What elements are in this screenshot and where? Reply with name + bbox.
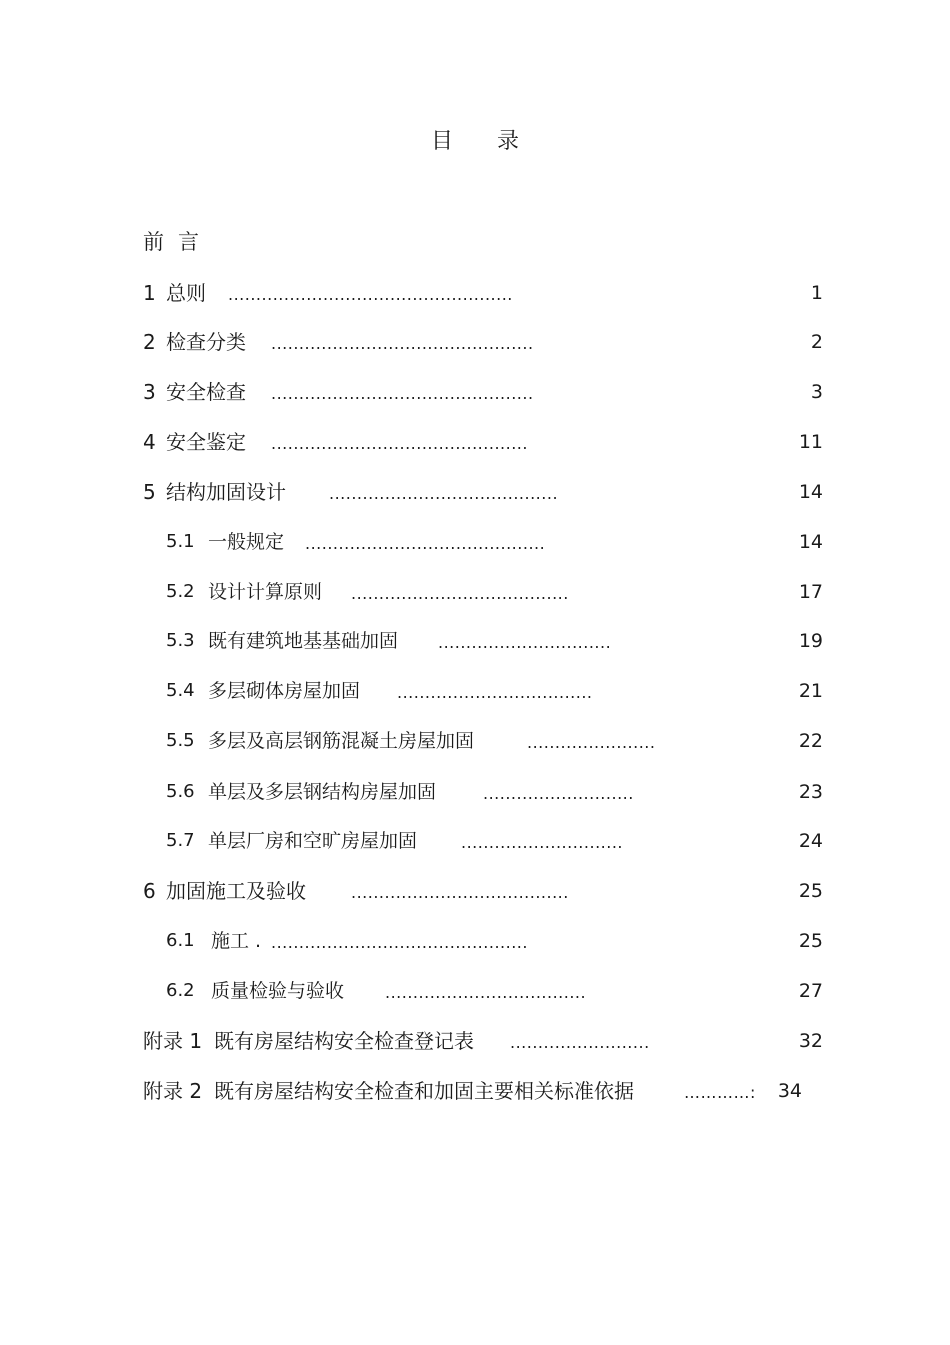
toc-entry-5-6[interactable] [0,777,950,807]
toc-entry-2[interactable] [0,327,950,357]
leader-dots: ........................... [483,784,634,803]
toc-entry-6-1[interactable] [0,926,950,956]
toc-entry-6-2[interactable] [0,976,950,1006]
entry-page-number: 1 [810,282,823,304]
entry-page-number: 17 [798,581,823,603]
entry-number: 2 [143,330,156,354]
toc-entry-5-4[interactable] [0,676,950,706]
entry-label: 施工 . [211,930,262,952]
entry-page-number: 27 [798,980,823,1002]
toc-entry-3[interactable] [0,377,950,407]
entry-number: 5.3 [166,630,195,651]
entry-number: 5.5 [166,730,195,751]
entry-page-number: 25 [798,880,823,902]
entry-page-number: 14 [798,531,823,553]
toc-entry-5-7[interactable] [0,826,950,856]
entry-page-number: 22 [798,730,823,752]
entry-number: 附录 2 [143,1079,203,1103]
title-char-1: 目 [430,129,453,154]
toc-entry-preface[interactable] [143,226,199,256]
toc-entry-6[interactable] [0,876,950,906]
entry-label: 设计计算原则 [208,581,323,603]
entry-page-number: 23 [798,781,823,803]
entry-number: 4 [143,430,156,454]
entry-number: 6.1 [166,930,195,951]
toc-entry-5-5[interactable] [0,726,950,756]
entry-label: 一般规定 [208,531,285,553]
entry-number: 5 [143,480,156,504]
entry-label: 总则 [166,281,206,305]
entry-number: 5.7 [166,830,195,851]
leader-dots: .............................................. [271,933,528,952]
entry-label: 质量检验与验收 [211,980,345,1002]
entry-page-number: 19 [798,630,823,652]
leader-dots: .............................................. [271,434,528,453]
entry-label: 安全鉴定 [166,430,246,454]
leader-dots: ....................................... [351,883,569,902]
toc-entry-1[interactable] [0,278,950,308]
leader-dots: ....................................... [351,584,569,603]
toc-entry-appendix-1[interactable] [0,1026,950,1056]
entry-page-number: 2 [810,331,823,353]
leader-dots: …………: [684,1083,756,1102]
leader-dots: ......................... [510,1033,650,1052]
leader-dots: ........................................... [305,534,546,553]
entry-page-number: 24 [798,830,823,852]
leader-dots: ............................... [438,633,612,652]
toc-entry-appendix-2[interactable] [0,1076,950,1106]
leader-dots: .................................... [385,983,587,1002]
entry-label: 检查分类 [166,330,246,354]
entry-label: 结构加固设计 [166,480,286,504]
preface-char-2: 言 [178,230,199,254]
toc-entry-5[interactable] [0,477,950,507]
leader-dots: ......................................... [329,484,559,503]
entry-number: 5.4 [166,680,195,701]
leader-dots: ............................................... [271,384,534,403]
entry-page-number: 11 [798,431,823,453]
entry-number: 1 [143,281,156,305]
leader-dots: ............................. [461,833,623,852]
leader-dots: ................................................... [228,285,513,304]
entry-label: 加固施工及验收 [166,879,306,903]
entry-label: 多层及高层钢筋混凝土房屋加固 [208,730,475,752]
toc-entry-5-1[interactable] [0,527,950,557]
entry-label: 既有建筑地基基础加固 [208,630,399,652]
entry-label: 多层砌体房屋加固 [208,680,361,702]
entry-page-number: 34 [777,1080,802,1102]
entry-page-number: 3 [810,381,823,403]
entry-number: 5.1 [166,531,195,552]
toc-entry-4[interactable] [0,427,950,457]
entry-number: 6 [143,879,156,903]
entry-page-number: 32 [798,1030,823,1052]
leader-dots: ....................... [527,733,656,752]
leader-dots: ............................................... [271,334,534,353]
entry-number: 5.6 [166,781,195,802]
entry-number: 附录 1 [143,1029,203,1053]
entry-number: 5.2 [166,581,195,602]
toc-entry-5-3[interactable] [0,626,950,656]
entry-number: 3 [143,380,156,404]
preface-char-1: 前 [143,230,164,254]
title-char-2: 录 [497,129,520,154]
entry-label: 既有房屋结构安全检查和加固主要相关标准依据 [214,1079,634,1103]
toc-entry-5-2[interactable] [0,577,950,607]
entry-label: 单层及多层钢结构房屋加固 [208,781,437,803]
entry-number: 6.2 [166,980,195,1001]
leader-dots: ................................... [397,683,593,702]
entry-label: 安全检查 [166,380,246,404]
page-title [0,124,950,155]
entry-label: 既有房屋结构安全检查登记表 [214,1029,474,1053]
entry-page-number: 25 [798,930,823,952]
entry-page-number: 14 [798,481,823,503]
entry-label: 单层厂房和空旷房屋加固 [208,830,418,852]
entry-page-number: 21 [798,680,823,702]
